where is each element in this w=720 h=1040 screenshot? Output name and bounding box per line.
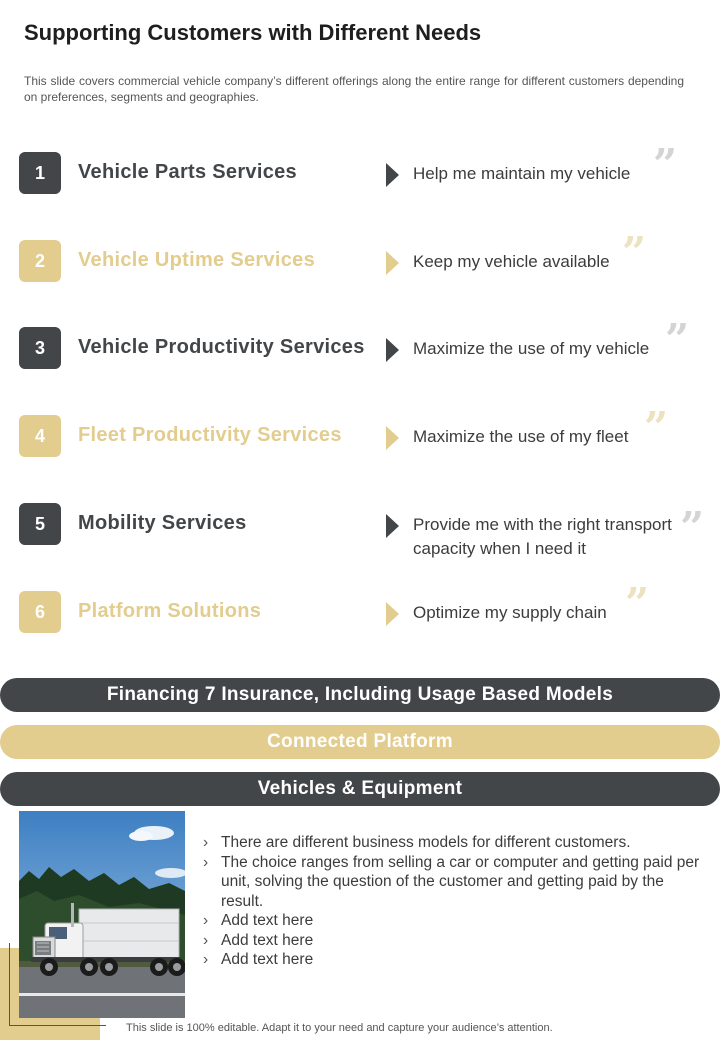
number-badge: 3 bbox=[19, 327, 61, 369]
customer-need: Maximize the use of my fleet bbox=[413, 427, 629, 446]
customer-need: Keep my vehicle available bbox=[413, 252, 610, 271]
bullet-item: › The choice ranges from selling a car or computer and getting paid per unit, solving the question of the customer and getting paid by the result. bbox=[203, 853, 703, 912]
service-name: Platform Solutions bbox=[78, 600, 262, 622]
customer-need: Help me maintain my vehicle bbox=[413, 164, 631, 183]
bullet-item: › Add text here bbox=[203, 950, 703, 970]
service-name: Vehicle Uptime Services bbox=[78, 249, 316, 271]
triangle-arrow-icon bbox=[386, 338, 399, 362]
offering-row-1 bbox=[0, 140, 720, 212]
footer-note: This slide is 100% editable. Adapt it to your need and capture your audience’s attention. bbox=[126, 1022, 553, 1034]
page-title: Supporting Customers with Different Needs bbox=[24, 20, 482, 45]
quote-mark-icon: ” bbox=[665, 315, 690, 364]
vehicles-equipment-bar: Vehicles & Equipment bbox=[0, 772, 720, 806]
customer-need: Maximize the use of my vehicle bbox=[413, 339, 650, 358]
customer-need: Provide me with the right transport capacity when I need it bbox=[413, 515, 672, 558]
connected-platform-bar: Connected Platform bbox=[0, 725, 720, 759]
bullet-item: › Add text here bbox=[203, 931, 703, 951]
service-name: Fleet Productivity Services bbox=[78, 424, 342, 446]
service-name: Vehicle Productivity Services bbox=[78, 336, 365, 358]
number-badge: 6 bbox=[19, 591, 61, 633]
quote-mark-icon: ” bbox=[653, 140, 678, 189]
quote-mark-icon: ” bbox=[644, 403, 669, 452]
offering-row-3 bbox=[0, 315, 720, 387]
page-description: This slide covers commercial vehicle company’s different offerings along the entire range for different customers depending on preferences, segments and geographies. bbox=[24, 74, 684, 104]
quote-mark-icon: ” bbox=[625, 579, 650, 628]
bullet-item: › There are different business models for different customers. bbox=[203, 833, 703, 853]
offering-row-6 bbox=[0, 579, 720, 651]
number-badge: 4 bbox=[19, 415, 61, 457]
offering-row-2 bbox=[0, 228, 720, 300]
triangle-arrow-icon bbox=[386, 602, 399, 626]
quote-mark-icon: ” bbox=[622, 228, 647, 277]
offering-row-4 bbox=[0, 403, 720, 475]
number-badge: 1 bbox=[19, 152, 61, 194]
customer-need: Optimize my supply chain bbox=[413, 603, 607, 622]
info-bullet-list bbox=[203, 833, 703, 970]
triangle-arrow-icon bbox=[386, 163, 399, 187]
service-name: Vehicle Parts Services bbox=[78, 161, 297, 183]
triangle-arrow-icon bbox=[386, 426, 399, 450]
quote-mark-icon: ” bbox=[680, 503, 705, 552]
offering-row-5 bbox=[0, 503, 720, 563]
bullet-item: › Add text here bbox=[203, 911, 703, 931]
triangle-arrow-icon bbox=[386, 251, 399, 275]
number-badge: 2 bbox=[19, 240, 61, 282]
truck-photo bbox=[19, 811, 185, 1018]
service-name: Mobility Services bbox=[78, 512, 247, 534]
triangle-arrow-icon bbox=[386, 514, 399, 538]
number-badge: 5 bbox=[19, 503, 61, 545]
financing-bar: Financing 7 Insurance, Including Usage Based Models bbox=[0, 678, 720, 712]
